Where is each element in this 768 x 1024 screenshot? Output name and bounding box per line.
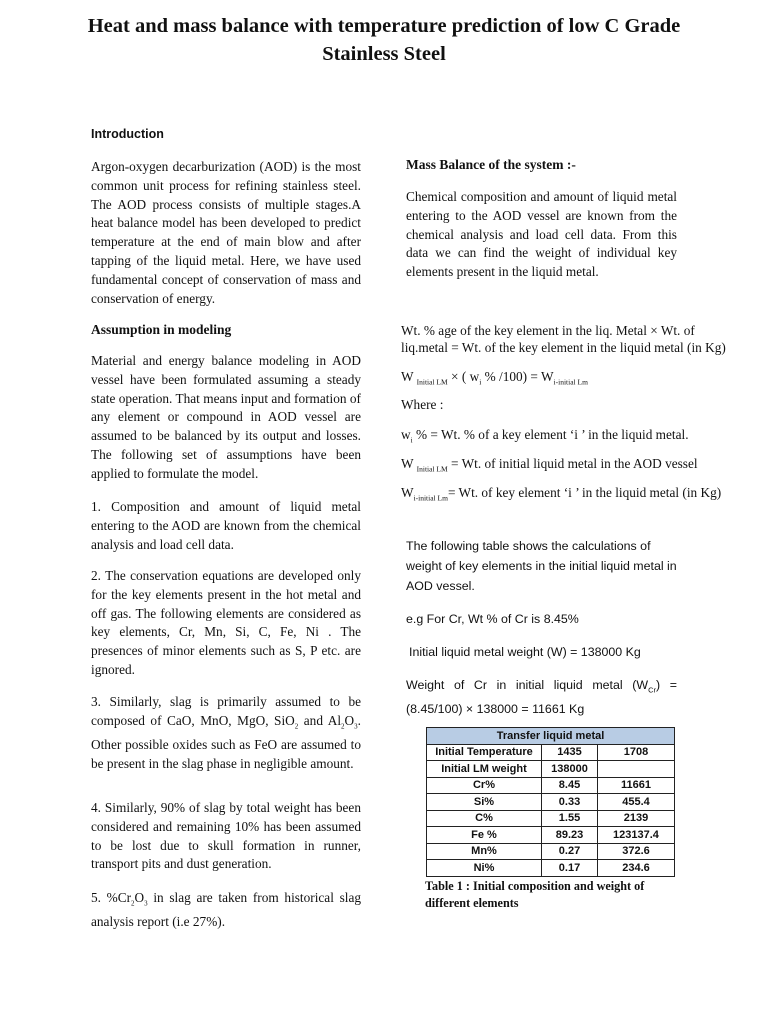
definition-w-initial: W $_{Initial LM}$ = Wt. of initial liquid metal in the AOD vessel [401,456,698,474]
table-cell: 2139 [598,810,675,827]
assumption-item-2: 2. The conservation equations are developed only for the key elements present in the hot metal and off gas. The following elements are considered as key elements, Cr, Mn, Si, C, Fe, Ni . The presences of minor elements such as S, P etc. are ignored. [91,568,361,677]
assumption-item-3: 3. Similarly, slag is primarily assumed to be composed of CaO, MnO, MgO, SiO$_2$ and $Al_2O_3$. Other possible oxides such as FeO are assumed to be present in the slag phase in negligible amount. [91,694,361,772]
table-cell: Fe % [427,827,542,844]
equation-1: Wt. % age of the key element in the liq. Metal × Wt. of liq.metal = Wt. of the key element in the liquid metal (in Kg) [401,323,726,355]
table-cell: 372.6 [598,843,675,860]
table-row [427,860,675,877]
table-row [427,761,675,778]
table-row [427,810,675,827]
assumption-heading: Assumption in modeling [91,322,232,337]
definition-wi: $w_i$ % = Wt. % of a key element ‘i ’ in the liquid metal. [401,427,689,445]
assumption-item-1: 1. Composition and amount of liquid metal entering to the AOD are known from the chemical analysis and load cell data. [91,499,361,552]
title-line-1: Heat and mass balance with temperature prediction of low C Grade [87,15,681,37]
table-row [427,794,675,811]
table-cell: 138000 [542,761,598,778]
table-cell: Initial LM weight [427,761,542,778]
mass-balance-paragraph: Chemical composition and amount of liquid metal entering to the AOD vessel are known from the chemical analysis and load cell data. From this data we can find the weight of individual key elements present in the liquid metal. [406,189,677,280]
table-cell: 1708 [598,744,675,761]
initial-weight-line: Initial liquid metal weight (W) = 138000 Kg [409,645,641,659]
table-cell: 1435 [542,744,598,761]
assumption-paragraph: Material and energy balance modeling in AOD vessel have been formulated assuming a steady state operation. That means input and formation of any element or compound in AOD vessel are assumed to be balanced by its output and losses. The following set of assumptions have been applied to formulate the model. [91,353,361,481]
table-cell: Mn% [427,843,542,860]
table-cell: 455.4 [598,794,675,811]
example-line: e.g For Cr, Wt % of Cr is 8.45% [406,612,579,626]
table-cell: C% [427,810,542,827]
introduction-heading: Introduction [91,127,164,141]
table-cell: 0.17 [542,860,598,877]
table-cell: Si% [427,794,542,811]
table-header: Transfer liquid metal [427,728,675,745]
table-cell: 123137.4 [598,827,675,844]
table-row [427,843,675,860]
table-intro-paragraph: The following table shows the calculations of weight of key elements in the initial liquid metal in AOD vessel. [406,539,677,593]
composition-table [426,727,675,877]
table-caption: Table 1 : Initial composition and weight of different elements [425,879,645,910]
weight-cr-line: Weight of Cr in initial liquid metal $(W_{Cr}) = (8.45/100) \times 138000 = 11661$ Kg [406,678,677,717]
table-cell: 0.27 [542,843,598,860]
table-cell: 8.45 [542,777,598,794]
table-cell: 11661 [598,777,675,794]
assumption-item-4: 4. Similarly, 90% of slag by total weight has been considered and remaining 10% has been assumed to be lost due to skull formation in runner, transport pits and dust generation. [91,800,361,872]
table-cell [598,761,675,778]
equation-2: W $_{Initial LM}$ × ( $w_i$ % $/100) = W_{i-initial Lm}$ [401,369,588,387]
table-cell: 234.6 [598,860,675,877]
table-cell: 89.23 [542,827,598,844]
definition-wi-initial: $W_{i-initial Lm}= Wt$. of key element ‘i ’ in the liquid metal (in Kg) [401,485,722,503]
table-cell: 1.55 [542,810,598,827]
table-header-row [427,728,675,745]
title-line-2: Stainless Steel [322,43,446,65]
table-cell: Initial Temperature [427,744,542,761]
table-cell: 0.33 [542,794,598,811]
assumption-item-5: 5. $\%Cr_2O_3$ in slag are taken from historical slag analysis report (i.e 27%). [91,890,362,930]
table-cell: Cr% [427,777,542,794]
where-label: Where : [401,397,444,412]
table-cell: Ni% [427,860,542,877]
table-row [427,827,675,844]
introduction-paragraph: Argon-oxygen decarburization (AOD) is the most common unit process for refining stainless steel. The AOD process consists of multiple stages.A heat balance model has been developed to predict temperature at the end of main blow and after tapping of the liquid metal. Here, we have used fundamental concept of conservation of mass and conservation of energy. [91,159,361,306]
mass-balance-heading: Mass Balance of the system :- [406,157,576,172]
table-row [427,744,675,761]
table-row [427,777,675,794]
paper-title [60,12,708,68]
